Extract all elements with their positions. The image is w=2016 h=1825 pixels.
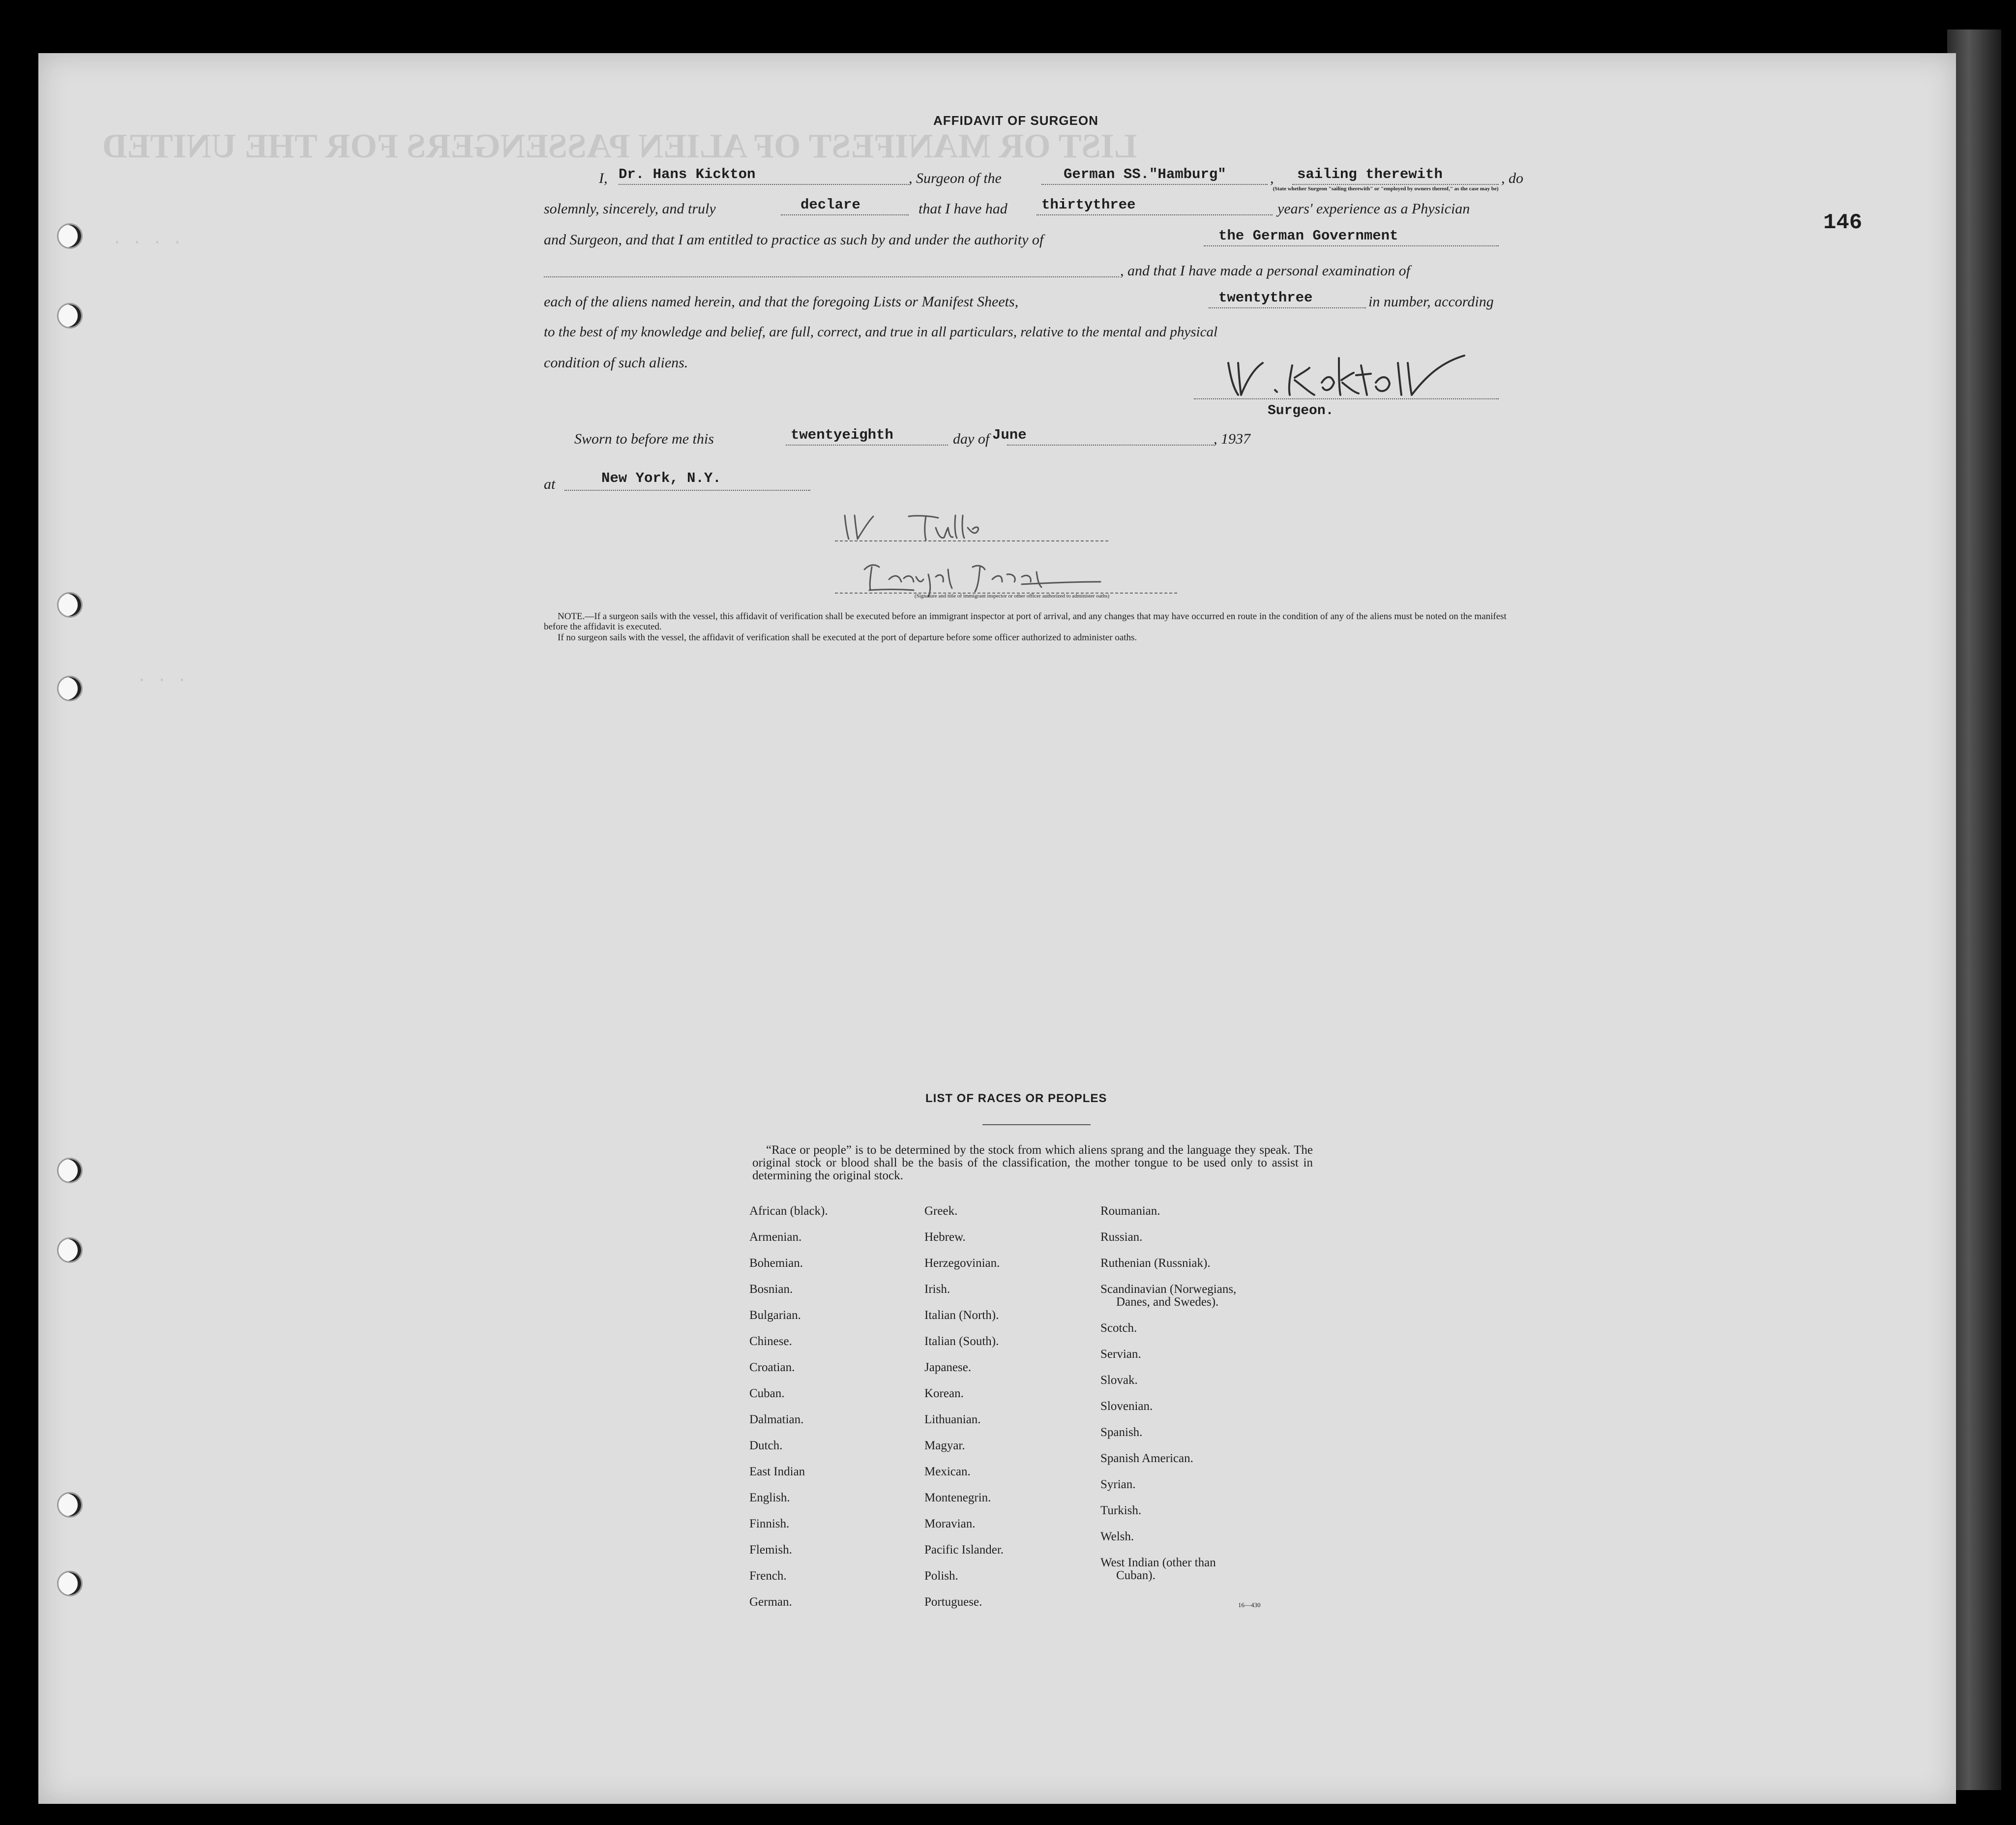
- sworn-text: Sworn to before me this: [574, 431, 714, 447]
- blank-line: [544, 276, 1119, 277]
- race-item: Armenian.: [749, 1230, 802, 1244]
- race-item: Scotch.: [1100, 1321, 1137, 1335]
- race-item: French.: [749, 1569, 787, 1583]
- punch-hole: [57, 592, 83, 618]
- solemnly-text: solemnly, sincerely, and truly: [544, 201, 716, 217]
- race-item: Roumanian.: [1100, 1204, 1160, 1218]
- punch-hole: [57, 1492, 83, 1518]
- authority-value: the German Government: [1218, 228, 1398, 244]
- race-item: Slovenian.: [1100, 1400, 1153, 1413]
- bleed-through-text-2: . . .: [137, 668, 187, 687]
- day-value: twentyeighth: [791, 427, 893, 443]
- year-value: , 1937: [1214, 431, 1250, 447]
- race-item: Spanish American.: [1100, 1452, 1193, 1465]
- race-item: Polish.: [924, 1569, 958, 1583]
- sheets-line: [1209, 307, 1366, 308]
- race-item: Spanish.: [1100, 1426, 1143, 1439]
- day-line: [786, 445, 948, 446]
- race-item: Welsh.: [1100, 1530, 1134, 1543]
- race-item: Dutch.: [749, 1439, 783, 1452]
- comma-text: ,: [1270, 170, 1274, 186]
- punch-hole: [57, 676, 83, 701]
- punch-hole: [57, 1237, 83, 1263]
- surgeon-signature: [1209, 348, 1523, 402]
- punch-hole: [57, 303, 83, 329]
- best-of-text: to the best of my knowledge and belief, are full, correct, and true in all particulars, relative to the mental and physical: [544, 324, 1218, 340]
- note-paragraph: NOTE.—If a surgeon sails with the vessel, this affidavit of verification shall be executed before an immigrant inspector at port of arrival, and any changes that may have occurred en route in the condition of any of the aliens must be noted on the manifest before the affidavit is executed.: [544, 611, 1507, 632]
- race-item: Italian (North).: [924, 1309, 999, 1322]
- sailing-line: [1292, 184, 1499, 185]
- form-number: 16—430: [1238, 1601, 1261, 1609]
- race-item-scandinavian: Scandinavian (Norwegians,: [1100, 1283, 1237, 1296]
- punch-hole: [57, 1571, 83, 1596]
- race-item: Russian.: [1100, 1230, 1143, 1244]
- race-item: Finnish.: [749, 1517, 790, 1530]
- surgeon-name-line: [619, 184, 909, 185]
- race-item: Flemish.: [749, 1543, 792, 1556]
- race-item: Bulgarian.: [749, 1309, 801, 1322]
- surgeon-signature-line: [1194, 398, 1499, 399]
- race-item: Chinese.: [749, 1335, 792, 1348]
- day-of-text: day of: [953, 431, 990, 447]
- do-text: , do: [1501, 170, 1523, 186]
- race-item: Magyar.: [924, 1439, 965, 1452]
- declare-word: declare: [800, 197, 860, 213]
- sheets-value: twentythree: [1218, 290, 1313, 306]
- place-line: [564, 490, 810, 491]
- punch-hole: [57, 1158, 83, 1183]
- race-item: Irish.: [924, 1283, 950, 1296]
- race-item: Croatian.: [749, 1361, 795, 1374]
- race-item: Herzegovinian.: [924, 1257, 1000, 1270]
- race-item-scandinavian-cont: Danes, and Swedes).: [1116, 1295, 1219, 1309]
- authority-line: [1204, 245, 1499, 246]
- race-item: Japanese.: [924, 1361, 972, 1374]
- surgeon-name: Dr. Hans Kickton: [619, 166, 756, 182]
- state-whether-caption: (State whether Surgeon "sailing therewith" or "employed by owners thereof," as the case may be): [1273, 186, 1499, 192]
- race-item: Pacific Islander.: [924, 1543, 1004, 1556]
- month-line: [1007, 445, 1214, 446]
- race-item: Bosnian.: [749, 1283, 793, 1296]
- races-intro: “Race or people” is to be determined by the stock from which aliens sprang and the language they speak. The original stock or blood shall be the basis of the classification, the mother tongue to be used only to assist in determining the original stock.: [752, 1143, 1313, 1182]
- race-item: Servian.: [1100, 1347, 1141, 1361]
- races-title: LIST OF RACES OR PEOPLES: [925, 1092, 1107, 1105]
- vessel-name: German SS."Hamburg": [1064, 166, 1226, 182]
- surgeon-label: Surgeon.: [1268, 403, 1334, 419]
- inspector-title-signature: [835, 555, 1189, 599]
- race-item: Korean.: [924, 1387, 964, 1400]
- race-item: Hebrew.: [924, 1230, 966, 1244]
- bleed-through-heading: LIST OR MANIFEST OF ALIEN PASSENGERS FOR THE UNITED: [102, 127, 1137, 165]
- note-paragraph-2: If no surgeon sails with the vessel, the affidavit of verification shall be executed at the port of departure before some officer authorized to administer oaths.: [558, 632, 1137, 643]
- race-item: Syrian.: [1100, 1478, 1136, 1491]
- punch-hole: [57, 223, 83, 249]
- inspector-signature: [815, 506, 1120, 545]
- years-experience-text: years' experience as a Physician: [1277, 201, 1470, 217]
- declare-line: [781, 214, 909, 215]
- vessel-line: [1041, 184, 1268, 185]
- surgeon-of-text: , Surgeon of the: [909, 170, 1002, 186]
- and-surgeon-text: and Surgeon, and that I am entitled to practice as such by and under the authority of: [544, 232, 1044, 248]
- race-item: Portuguese.: [924, 1595, 982, 1609]
- intro-text: I,: [599, 170, 608, 186]
- race-item: Montenegrin.: [924, 1491, 991, 1504]
- race-item: English.: [749, 1491, 790, 1504]
- document-page: [38, 53, 1956, 1804]
- race-item: Dalmatian.: [749, 1413, 804, 1426]
- years-value: thirtythree: [1041, 197, 1136, 213]
- race-item: Lithuanian.: [924, 1413, 981, 1426]
- personal-exam-text: , and that I have made a personal examination of: [1120, 263, 1410, 279]
- race-item: Bohemian.: [749, 1257, 803, 1270]
- affidavit-title: AFFIDAVIT OF SURGEON: [933, 113, 1098, 128]
- page-number: 146: [1823, 210, 1863, 235]
- race-item: Cuban.: [749, 1387, 785, 1400]
- races-rule: [982, 1124, 1091, 1125]
- race-item: African (black).: [749, 1204, 828, 1218]
- race-item: Turkish.: [1100, 1504, 1142, 1517]
- race-item: Ruthenian (Russniak).: [1100, 1257, 1211, 1270]
- in-number-text: in number, according: [1368, 294, 1494, 310]
- at-text: at: [544, 476, 556, 492]
- race-item: Italian (South).: [924, 1335, 999, 1348]
- signature-caption: (Signature and title of immigrant inspector or other officer authorized to administer oaths): [914, 593, 1110, 599]
- place-value: New York, N.Y.: [601, 470, 721, 486]
- bleed-through-text: . . . .: [112, 230, 182, 249]
- race-item: German.: [749, 1595, 792, 1609]
- each-of-text: each of the aliens named herein, and that the foregoing Lists or Manifest Sheets,: [544, 294, 1019, 310]
- condition-text: condition of such aliens.: [544, 355, 688, 371]
- race-item: East Indian: [749, 1465, 805, 1478]
- month-value: June: [992, 427, 1027, 443]
- sailing-status: sailing therewith: [1297, 166, 1443, 182]
- years-line: [1037, 214, 1273, 215]
- race-item: Moravian.: [924, 1517, 976, 1530]
- race-item: Slovak.: [1100, 1374, 1138, 1387]
- race-item: Mexican.: [924, 1465, 971, 1478]
- that-i-have-had-text: that I have had: [919, 201, 1008, 217]
- race-item-west-indian: West Indian (other than: [1100, 1556, 1216, 1569]
- race-item: Greek.: [924, 1204, 958, 1218]
- race-item-west-indian-cont: Cuban).: [1116, 1569, 1156, 1582]
